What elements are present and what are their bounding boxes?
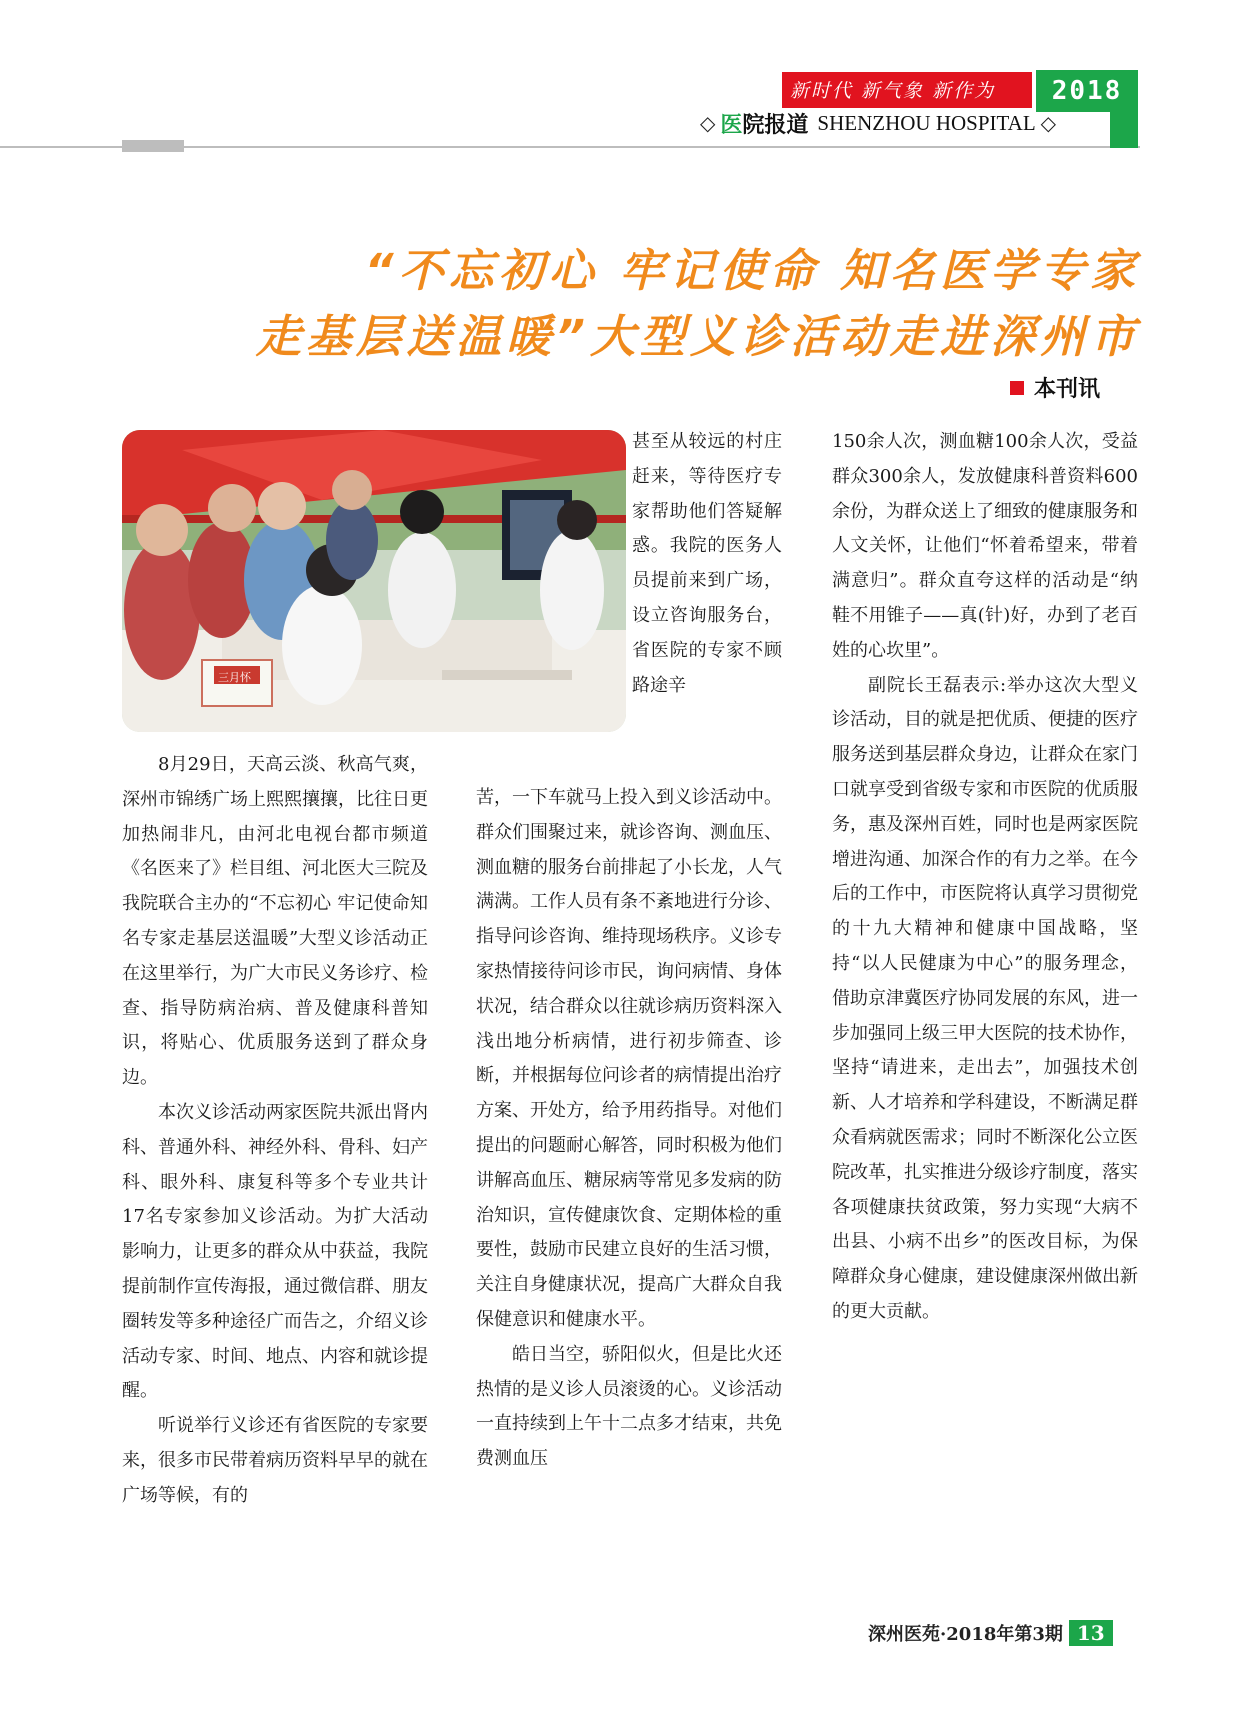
article-column-3 xyxy=(832,425,1138,1330)
section-rest: 院报道 xyxy=(742,112,809,138)
paragraph: 听说举行义诊还有省医院的专家要来，很多市民带着病历资料早早的就在广场等候，有的 xyxy=(122,1415,428,1506)
red-square-icon xyxy=(1010,381,1024,395)
section-header xyxy=(700,106,1056,140)
diamond-icon: ◇ xyxy=(700,111,716,135)
paragraph: 皓日当空，骄阳似火，但是比火还热情的是义诊人员滚烫的心。义诊活动一直持续到上午十二点多才结束，共免费测血压 xyxy=(476,1343,782,1470)
diamond-icon: ◇ xyxy=(1040,111,1057,135)
header-gray-bar xyxy=(122,140,184,152)
paragraph: 副院长王磊表示:举办这次大型义诊活动，目的就是把优质、便捷的医疗服务送到基层群众身边，让群众在家门口就享受到省级专家和市医院的优质服务，惠及深州百姓，同时也是两家医院增进沟通、加深合作的有力之举。在今后的工作中，市医院将认真学习贯彻党的十九大精神和健康中国战略，坚持“以人民健康为中心”的服务理念，借助京津冀医疗协同发展的东风，进一步加强同上级三甲大医院的技术协作，坚持“请进来，走出去”，加强技术创新、人才培养和学科建设，不断满足群众看病就医需求；同时不断深化公立医院改革，扎实推进分级诊疗制度，落实各项健康扶贫政策，努力实现“大病不出县、小病不出乡”的医改目标，为保障群众身心健康，建设健康深州做出新的更大贡献。 xyxy=(832,674,1138,1322)
article-column-2 xyxy=(476,781,782,1477)
byline-text: 本刊讯 xyxy=(1034,377,1101,402)
paragraph: 150余人次，测血糖100余人次，受益群众300余人，发放健康科普资料600余份，为群众送上了细致的健康服务和人文关怀，让他们“怀着希望来，带着满意归”。群众直夸这样的活动是“纳鞋不用锥子——真(针)好，办到了老百姓的心坎里”。 xyxy=(832,431,1138,661)
photo-sign-text: 三月怀 xyxy=(218,671,251,684)
paragraph: 甚至从较远的村庄赶来，等待医疗专家帮助他们答疑解惑。我院的医务人员提前来到广场，设立咨询服务台，省医院的专家不顾路途辛 xyxy=(632,431,782,696)
paragraph: 本次义诊活动两家医院共派出肾内科、普通外科、神经外科、骨科、妇产科、眼外科、康复科等多个专业共计17名专家参加义诊活动。为扩大活动影响力，让更多的群众从中获益，我院提前制作宣传海报，通过微信群、朋友圈转发等多种途径广而告之，介绍义诊活动专家、时间、地点、内容和就诊提醒。 xyxy=(122,1101,428,1402)
byline xyxy=(1010,372,1100,403)
photo-illustration xyxy=(122,430,626,732)
journal-issue: 深州医苑·2018年第3期 xyxy=(868,1624,1063,1645)
page-footer xyxy=(868,1620,1113,1646)
article-column-2-top xyxy=(632,425,782,703)
header-slogan: 新时代 新气象 新作为 xyxy=(790,80,996,102)
section-prefix: 医 xyxy=(720,112,743,138)
article-column-1 xyxy=(122,748,428,1514)
paragraph: 苦，一下车就马上投入到义诊活动中。群众们围聚过来，就诊咨询、测血压、测血糖的服务台前排起了小长龙，人气满满。工作人员有条不紊地进行分诊、指导问诊咨询、维持现场秩序。义诊专家热情接待问诊市民，询问病情、身体状况，结合群众以往就诊病历资料深入浅出地分析病情，进行初步筛查、诊断，并根据每位问诊者的病情提出治疗方案、开处方，给予用药指导。对他们提出的问题耐心解答，同时积极为他们讲解高血压、糖尿病等常见多发病的防治知识，宣传健康饮食、定期体检的重要性，鼓励市民建立良好的生活习惯，关注自身健康状况，提高广大群众自我保健意识和健康水平。 xyxy=(476,787,782,1330)
paragraph: 8月29日，天高云淡、秋高气爽，深州市锦绣广场上熙熙攘攘，比往日更加热闹非凡，由河北电视台都市频道《名医来了》栏目组、河北医大三院及我院联合主办的“不忘初心 牢记使命知名专家走基层送温暖”大型义诊活动正在这里举行，为广大市民义务诊疗、检查、指导防病治病、普及健康科普知识，将贴心、优质服务送到了群众身边。 xyxy=(122,754,428,1089)
article-photo xyxy=(122,430,626,732)
header-year: 2018 xyxy=(1036,70,1138,112)
page-number: 13 xyxy=(1069,1620,1113,1646)
article-title-line2: 走基层送温暖”大型义诊活动走进深州市 xyxy=(256,310,1140,363)
section-english: SHENZHOU HOSPITAL xyxy=(817,110,1036,135)
article-title-line1: “不忘初心 牢记使命 知名医学专家 xyxy=(364,244,1140,297)
section-name xyxy=(720,108,808,139)
header-green-tab xyxy=(1110,112,1138,148)
